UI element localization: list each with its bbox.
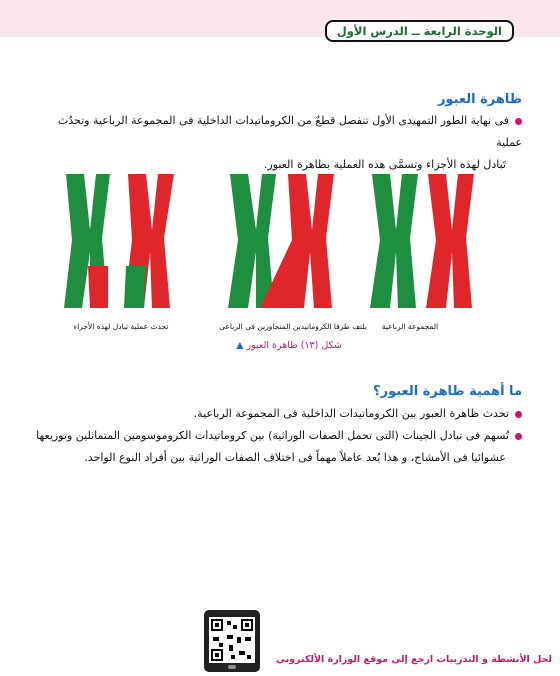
chromosome-pair-tetrad — [366, 168, 526, 316]
section1-line2: تَبادل لهذه الأجزاء وتسمَّى هذه العملية بظاهرة العبور. — [263, 158, 506, 171]
chromosome-green-tetrad — [370, 174, 418, 308]
bullet-icon — [515, 433, 522, 440]
qr-pattern — [209, 617, 255, 663]
section1-line1: فى نهاية الطور التمهيدى الأول تنفصل قطعٌ من الكروماتيدات الداخلية فى المجموعة الرباعية وتحدُث عملية — [57, 114, 522, 149]
section2-bullets — [32, 403, 522, 469]
section1-paragraph — [32, 110, 522, 176]
qr-code-icon — [204, 610, 260, 672]
figure-title: شكل (١٣) ظاهرة العبور — [246, 340, 342, 351]
bullet-icon — [515, 118, 522, 125]
triangle-icon: ▲ — [236, 340, 244, 351]
chromosome-pair-twisting — [210, 168, 370, 316]
caption-exchange: تحدث عملية تبادل لهذه الأجزاء — [73, 322, 169, 331]
caption-twisting: يلتف طرفا الكروماتيدين المتجاورين فى الرباعى — [219, 322, 367, 331]
section2-bullet2-line1: تُسهم فى تبادل الجينات (التى تحمل الصفات الوراثية) بين كروماتيدات الكروموسومين المتماثلين وتوزيعها — [36, 429, 509, 442]
figure-caption — [214, 340, 364, 351]
section2-bullet1: تحدث ظاهرة العبور بين الكروماتيدات الداخلية فى المجموعة الرباعية. — [193, 407, 509, 420]
chromosome-red-exchanged — [124, 174, 174, 308]
chromosome-red-tetrad — [426, 174, 474, 308]
phone-home-button — [228, 665, 236, 669]
chromosome-green-twisting — [228, 174, 276, 308]
section-title-importance: ما أهمية ظاهرة العبور؟ — [373, 384, 522, 399]
unit-lesson-label: الوحدة الرابعة ــ الدرس الأول — [325, 20, 514, 42]
section-title-crossing-over: ظاهرة العبور — [437, 92, 522, 107]
bullet-icon — [515, 411, 522, 418]
footer-text: لحل الأنشطة و التدريبات ارجع إلى موقع الوزارة الألكترونى — [276, 654, 552, 665]
caption-tetrad: المجموعة الرباعية — [381, 322, 439, 331]
qr-screen — [209, 617, 255, 663]
chromosome-pair-exchanged — [46, 168, 206, 316]
section2-bullet2-line2: عشوائيا فى الأمشاج، و هذا يُعد عاملاً مهماً فى اختلاف الصفات الوراثية بين أفراد النوع الواحد. — [84, 451, 506, 464]
chromosome-green-exchanged — [64, 174, 110, 308]
